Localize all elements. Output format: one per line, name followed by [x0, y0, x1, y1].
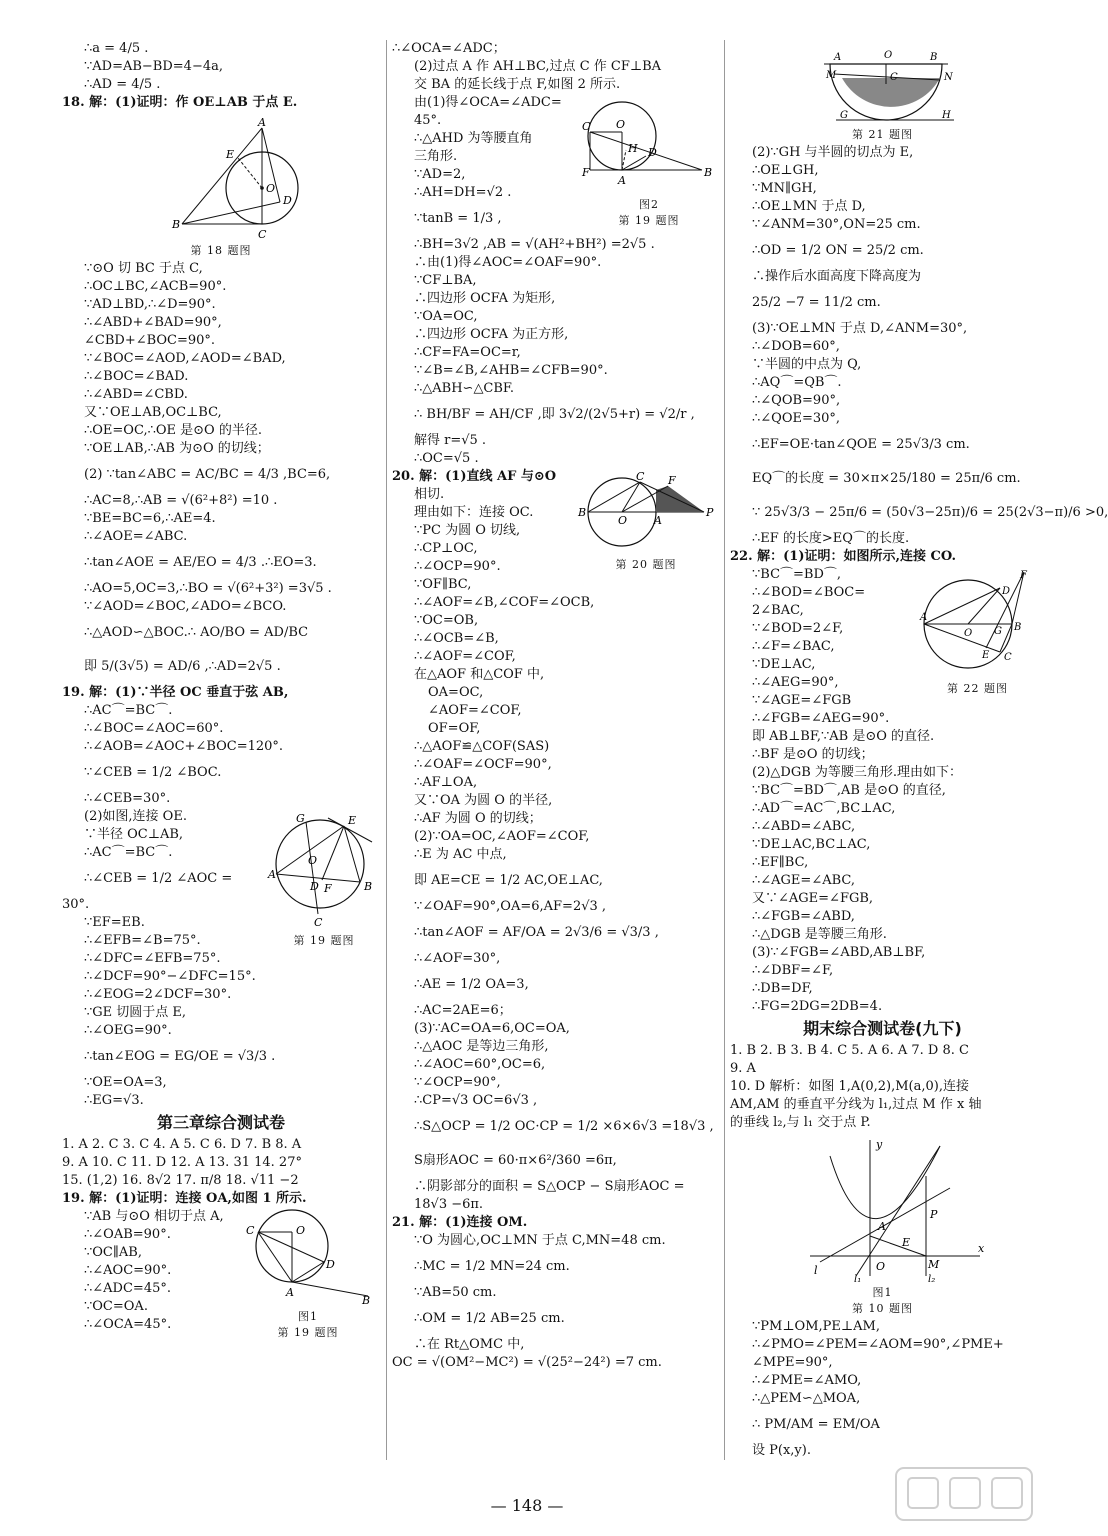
question-21 [392, 1214, 720, 1372]
text-line: S扇形AOC = 60·π×6²/360 =6π, [414, 1153, 617, 1168]
figure-19-b [242, 1204, 374, 1340]
text-line: 即 AE=CE = 1/2 AC,OE⊥AC, [414, 873, 603, 888]
text-line: ∴AC=8,∴AB = √(6²+8²) =10 . [84, 493, 278, 508]
figure-caption: 第 19 题图 [293, 934, 355, 947]
text-line: ∴CF=FA=OC=r, [414, 345, 521, 360]
text-line: 30°. [62, 897, 90, 912]
text-line: ∴∠ABD=∠CBD. [84, 387, 188, 402]
text-line: ∵∠BOD=2∠F, [752, 621, 844, 636]
column-middle [392, 40, 720, 1372]
svg-text:F: F [668, 474, 676, 487]
text-line: ∵AB=50 cm. [414, 1285, 497, 1300]
text-line: ∵∠ANM=30°,ON=25 cm. [752, 217, 921, 232]
column-left [62, 40, 380, 1339]
text-line: 相切. [414, 487, 445, 502]
figure-caption: 第 10 题图 [852, 1302, 913, 1315]
svg-text:O: O [296, 1224, 306, 1237]
text-line: 三角形. [414, 149, 458, 164]
text-line: ∵EF=EB. [84, 915, 145, 930]
svg-text:O: O [308, 854, 318, 867]
text-line: ∴∠OCA=∠ADC； [392, 41, 506, 56]
text-line: ∵CF⊥BA, [414, 273, 477, 288]
text-line: ∴∠DFC=∠EFB=75°. [84, 951, 221, 966]
top-lines [62, 40, 380, 94]
text-line: ∵BC⌒=BD⌒, [752, 567, 842, 582]
text-line: ∴∠AEG=90°, [752, 675, 839, 690]
svg-text:A: A [920, 612, 928, 623]
text-line: 22. 解：(1)证明：如图所示,连接 CO. [730, 549, 956, 564]
text-line: 的垂线 l₂,与 l₁ 交于点 P. [730, 1115, 871, 1130]
text-line: ∴∠ABD+∠BAD=90°, [84, 315, 222, 330]
text-line: EQ⌒的长度 = 30×π×25/180 = 25π/6 cm. [752, 471, 1021, 486]
text-line: ∵PM⊥OM,PE⊥AM, [752, 1319, 880, 1334]
svg-text:C: C [1004, 652, 1012, 663]
text-line: ∴∠OCA=45°. [84, 1317, 172, 1332]
text-line: AM,AM 的垂直平分线为 l₁,过点 M 作 x 轴 [730, 1097, 982, 1112]
text-line: 即 AB⊥BF,∵AB 是⊙O 的直径. [752, 729, 935, 744]
text-line: ∴∠OAF=∠OCF=90°, [414, 757, 552, 772]
text-line: ∵∠AOD=∠BOC,∠ADO=∠BCO. [84, 599, 287, 614]
svg-text:O: O [964, 628, 973, 639]
question-19-b [62, 1190, 380, 1339]
text-line: ∠CBD+∠BOC=90°. [84, 333, 216, 348]
text-line: 9. A 10. C 11. D 12. A 13. 31 14. 27° [62, 1155, 302, 1170]
figure-21 [730, 44, 1035, 142]
text-line: ∵OA=OC, [414, 309, 478, 324]
figure-caption: 第 21 题图 [852, 128, 913, 141]
text-line: 理由如下：连接 OC. [414, 505, 534, 520]
text-line: ∵DE⊥AC,BC⊥AC, [752, 837, 871, 852]
text-line: ∴∠AOC=60°,OC=6, [414, 1057, 546, 1072]
text-line: 25/2 −7 = 11/2 cm. [752, 295, 881, 310]
svg-text:x: x [978, 1242, 985, 1255]
text-line: ∴OC⊥BC,∠ACB=90°. [84, 279, 227, 294]
svg-text:l: l [814, 1264, 818, 1277]
text-line: ∴AD⌒=AC⌒,BC⊥AC, [752, 801, 896, 816]
text-line: ∴∠BOD=∠BOC= [752, 585, 866, 600]
svg-text:E: E [226, 148, 235, 161]
text-line: ∵OC=OB, [414, 613, 479, 628]
text-line: ∵∠AGE=∠FGB [752, 693, 852, 708]
text-line: ∵OE⊥AB,∴AB 为⊙O 的切线； [84, 441, 270, 456]
text-line: (2)过点 A 作 AH⊥BC,过点 C 作 CF⊥BA [414, 59, 662, 74]
text-line: ∴∠AOF=∠B,∠COF=∠OCB, [414, 595, 595, 610]
text-line: ∴FG=2DG=2DB=4. [752, 999, 883, 1014]
text-line: ∴∠AOE=∠ABC. [84, 529, 188, 544]
text-line: OF=OF, [428, 721, 481, 736]
text-line: ∴阴影部分的面积 = S△OCP − S扇形AOC = [414, 1179, 685, 1194]
svg-text:C: C [314, 916, 323, 929]
text-line: ∴△DGB 是等腰三角形. [752, 927, 887, 942]
svg-text:O: O [618, 514, 628, 527]
svg-text:D: D [310, 880, 319, 893]
text-line: ∵∠OCP=90°, [414, 1075, 501, 1090]
figure-caption: 图1 [298, 1310, 318, 1323]
figure-caption: 第 22 题图 [947, 682, 1008, 695]
figure-22 [920, 568, 1035, 696]
text-line: ∴∠PME=∠AMO, [752, 1373, 862, 1388]
final-test-answers [730, 1042, 1035, 1132]
text-line: ∴△AHD 为等腰直角 [414, 131, 533, 146]
figure-10 [730, 1136, 1035, 1316]
svg-text:D: D [283, 194, 292, 207]
text-line: 15. (1,2) 16. 8√2 17. π/8 18. √11 −2 [62, 1173, 299, 1188]
figure-18 [62, 116, 380, 258]
text-line: ∴△AOF≌△COF(SAS) [414, 739, 550, 754]
svg-text:B: B [578, 506, 587, 519]
question-19-continued [392, 40, 720, 468]
text-line: ∴∠CEB=30°. [84, 791, 171, 806]
watermark-logo-icon [894, 1466, 1034, 1522]
svg-text:C: C [258, 228, 267, 241]
text-line: 9. A [730, 1061, 756, 1076]
text-line: ∴∠OCB=∠B, [414, 631, 499, 646]
svg-text:O: O [876, 1260, 886, 1273]
text-line: ∴△PEM∽△MOA, [752, 1391, 861, 1406]
text-line: ∴a = 4/5 . [84, 41, 149, 56]
text-line: ∴AC⌒=BC⌒. [84, 703, 173, 718]
svg-text:D: D [648, 146, 657, 159]
text-line: ∴∠AOF=30°, [414, 951, 501, 966]
text-line: ∵DE⊥AC, [752, 657, 816, 672]
text-line: 1. A 2. C 3. C 4. A 5. C 6. D 7. B 8. A [62, 1137, 302, 1152]
text-line: ∴∠QOB=90°, [752, 393, 841, 408]
text-line: ∵BC⌒=BD⌒,AB 是⊙O 的直径, [752, 783, 946, 798]
svg-text:H: H [942, 110, 951, 121]
text-line: (3)∵OE⊥MN 于点 D,∠ANM=30°, [752, 321, 968, 336]
text-line: ∴∠ABD=∠ABC, [752, 819, 856, 834]
svg-text:y: y [876, 1138, 883, 1151]
text-line: ∴OD = 1/2 ON = 25/2 cm. [752, 243, 924, 258]
text-line: ∴∠AGE=∠ABC, [752, 873, 856, 888]
figure-caption: 第 20 题图 [615, 558, 677, 571]
svg-text:P: P [930, 1208, 938, 1221]
figure-20 [576, 472, 716, 572]
svg-text:A: A [878, 1220, 886, 1233]
text-line: 交 BA 的延长线于点 F,如图 2 所示. [414, 77, 621, 92]
text-line: 21. 解：(1)连接 OM. [392, 1215, 528, 1230]
question-20 [392, 468, 720, 1214]
text-line: ∴∠AOB=∠AOC+∠BOC=120°. [84, 739, 284, 754]
text-line: ∴∠OCP=90°. [414, 559, 501, 574]
figure-19 [268, 808, 380, 948]
text-line: ∴∠FGB=∠ABD, [752, 909, 855, 924]
text-line: 10. D 解析：如图 1,A(0,2),M(a,0),连接 [730, 1079, 969, 1094]
text-line: 在△AOF 和△COF 中, [414, 667, 545, 682]
text-line: ∴∠AOC=90°. [84, 1263, 172, 1278]
text-line: ∵ 25√3/3 − 25π/6 = (50√3−25π)/6 = 25(2√3−π)/6 >0, [752, 505, 1108, 520]
text-line: 1. B 2. B 3. B 4. C 5. A 6. A 7. D 8. C [730, 1043, 969, 1058]
text-line: ∴∠CEB = 1/2 ∠AOC = [84, 871, 233, 886]
text-line: ∠AOF=∠COF, [428, 703, 522, 718]
text-line: ∴AE = 1/2 OA=3, [414, 977, 529, 992]
text-line: 又∵OA 为圆 O 的半径, [414, 793, 553, 808]
text-line: ∴四边形 OCFA 为矩形, [414, 291, 556, 306]
text-line: ∴由(1)得∠AOC=∠OAF=90°. [414, 255, 602, 270]
svg-text:l₂: l₂ [928, 1274, 936, 1285]
figure-19-2 [582, 96, 716, 228]
text-line: ∵OF∥BC, [414, 577, 472, 592]
text-line: ∴操作后水面高度下降高度为 [752, 269, 922, 284]
text-line: ∴△AOC 是等边三角形, [414, 1039, 549, 1054]
text-line: 19. 解：(1)∵半径 OC 垂直于弦 AB, [62, 685, 289, 700]
text-line: ∴∠AOF=∠COF, [414, 649, 516, 664]
text-line: (3)∵AC=OA=6,OC=OA, [414, 1021, 570, 1036]
text-line: ∴S△OCP = 1/2 OC·CP = 1/2 ×6×6√3 =18√3 , [414, 1119, 714, 1134]
text-line: ∴AH=DH=√2 . [414, 185, 512, 200]
text-line: ∴∠PMO=∠PEM=∠AOM=90°,∠PME+ [752, 1337, 1004, 1352]
svg-text:A: A [268, 868, 276, 881]
svg-text:B: B [362, 1294, 371, 1307]
svg-text:F: F [582, 166, 590, 179]
text-line: ∵O 为圆心,OC⊥MN 于点 C,MN=48 cm. [414, 1233, 666, 1248]
svg-text:F: F [324, 882, 332, 895]
text-line: ∴tan∠AOF = AF/OA = 2√3/6 = √3/3 , [414, 925, 659, 940]
text-line: ∴∠BOC=∠BAD. [84, 369, 189, 384]
text-line: (2)∵OA=OC,∠AOF=∠COF, [414, 829, 590, 844]
text-line: ∴DB=DF, [752, 981, 813, 996]
svg-text:E: E [902, 1236, 911, 1249]
text-line: ∵半径 OC⊥AB, [84, 827, 184, 842]
svg-text:B: B [172, 218, 181, 231]
text-line: ∴EF=OE·tan∠QOE = 25√3/3 cm. [752, 437, 970, 452]
column-right [730, 40, 1108, 1460]
text-line: ∴CP=√3 OC=6√3 , [414, 1093, 538, 1108]
figure-caption: 图1 [872, 1286, 893, 1299]
text-line: ∴AC⌒=BC⌒. [84, 845, 173, 860]
text-line: ∵AD⊥BD,∴∠D=90°. [84, 297, 216, 312]
svg-text:A: A [618, 174, 626, 187]
text-line: ∴EG=√3. [84, 1093, 144, 1108]
svg-text:D: D [1002, 586, 1011, 597]
text-line: 由(1)得∠OCA=∠ADC= [414, 95, 562, 110]
figure-caption: 第 18 题图 [190, 244, 252, 257]
svg-text:O: O [616, 118, 626, 131]
text-line: ∴OE⊥GH, [752, 163, 819, 178]
question-18-heading: 18. 解：(1)证明：作 OE⊥AB 于点 E. [62, 95, 298, 110]
chapter-3-answers [62, 1136, 380, 1190]
text-line: 即 5/(3√5) = AD/6 ,∴AD=2√5 . [84, 659, 281, 674]
text-line: ∵AD=2, [414, 167, 466, 182]
text-line: 18√3 −6π. [414, 1197, 484, 1212]
text-line: ∴四边形 OCFA 为正方形, [414, 327, 569, 342]
svg-text:D: D [326, 1258, 335, 1271]
column-divider [386, 40, 387, 1460]
figure-caption: 第 19 题图 [277, 1326, 339, 1339]
text-line: ∴∠F=∠BAC, [752, 639, 835, 654]
text-line: ∴∠OEG=90°. [84, 1023, 172, 1038]
text-line: ∴∠DOB=60°, [752, 339, 840, 354]
text-line: ∴AC=2AE=6； [414, 1003, 512, 1018]
text-line: ∵tanB = 1/3 , [414, 211, 502, 226]
text-line: ∴OE=OC,∴OE 是⊙O 的半径. [84, 423, 262, 438]
svg-text:G: G [296, 812, 305, 825]
text-line: ∴E 为 AC 中点, [414, 847, 507, 862]
svg-text:C: C [890, 72, 898, 83]
text-line: ∵⊙O 切 BC 于点 C, [84, 261, 203, 276]
svg-text:B: B [930, 52, 938, 63]
text-line: ∵∠CEB = 1/2 ∠BOC. [84, 765, 222, 780]
text-line: ∴EF 的长度>EQ⌒的长度. [752, 531, 910, 546]
figure-caption: 图2 [639, 198, 659, 211]
svg-text:M: M [826, 70, 837, 81]
svg-text:C: C [582, 120, 591, 133]
text-line: ∵AD=AB−BD=4−4a, [84, 59, 223, 74]
text-line: (2)如图,连接 OE. [84, 809, 187, 824]
text-line: OA=OC, [428, 685, 484, 700]
text-line: 又∵∠AGE=∠FGB, [752, 891, 874, 906]
text-line: ∴OC=√5 . [414, 451, 479, 466]
chapter-3-title: 第三章综合测试卷 [156, 1113, 285, 1132]
svg-text:O: O [884, 50, 893, 61]
text-line: ∴OM = 1/2 AB=25 cm. [414, 1311, 565, 1326]
text-line: ∵GE 切圆于点 E, [84, 1005, 187, 1020]
text-line: ∴△AOD∽△BOC.∴ AO/BO = AD/BC [84, 625, 309, 640]
figure-caption: 第 19 题图 [618, 214, 680, 227]
svg-text:F: F [1020, 570, 1027, 581]
text-line: 设 P(x,y). [752, 1443, 811, 1458]
svg-text:C: C [246, 1224, 255, 1237]
svg-text:N: N [944, 72, 953, 83]
text-line: ∴∠BOC=∠AOC=60°. [84, 721, 224, 736]
svg-text:C: C [636, 470, 645, 483]
text-line: ∴BF 是⊙O 的切线； [752, 747, 874, 762]
text-line: ∴AD = 4/5 . [84, 77, 161, 92]
question-21-continued [730, 144, 1108, 548]
text-line: ∵∠B=∠B,∠AHB=∠CFB=90°. [414, 363, 608, 378]
svg-text:B: B [364, 880, 373, 893]
svg-text:G: G [994, 626, 1002, 637]
svg-text:H: H [628, 142, 638, 155]
text-line: ∠MPE=90°, [752, 1355, 833, 1370]
text-line: ∵∠OAF=90°,OA=6,AF=2√3 , [414, 899, 607, 914]
svg-text:G: G [840, 110, 848, 121]
text-line: ∵MN∥GH, [752, 181, 817, 196]
svg-text:M: M [928, 1258, 940, 1271]
text-line: 2∠BAC, [752, 603, 804, 618]
text-line: 20. 解：(1)直线 AF 与⊙O [392, 469, 557, 484]
svg-text:l₁: l₁ [854, 1274, 862, 1285]
text-line: ∴MC = 1/2 MN=24 cm. [414, 1259, 570, 1274]
text-line: 45°. [414, 113, 442, 128]
text-line: ∴CP⊥OC, [414, 541, 478, 556]
text-line: ∵OC∥AB, [84, 1245, 142, 1260]
text-line: 19. 解：(1)证明：连接 OA,如图 1 所示. [62, 1191, 307, 1206]
text-line: ∴∠EFB=∠B=75°. [84, 933, 201, 948]
text-line: ∴tan∠EOG = EG/OE = √3/3 . [84, 1049, 276, 1064]
svg-text:P: P [706, 506, 714, 519]
svg-text:B: B [1014, 622, 1022, 633]
svg-text:E: E [348, 814, 357, 827]
page-number: — 148 — [490, 1496, 564, 1515]
question-19 [62, 684, 380, 1110]
svg-text:A: A [286, 1286, 294, 1299]
text-line: OC = √(OM²−MC²) = √(25²−24²) =7 cm. [392, 1355, 662, 1370]
text-line: ∴△ABH∽△CBF. [414, 381, 515, 396]
text-line: ∴AF⊥OA, [414, 775, 478, 790]
text-line: ∵AB 与⊙O 相切于点 A, [84, 1209, 224, 1224]
text-line: ∴∠EOG=2∠DCF=30°. [84, 987, 232, 1002]
text-line: ∴∠QOE=30°, [752, 411, 841, 426]
text-line: ∵PC 为圆 O 切线, [414, 523, 521, 538]
text-line: ∵OE=OA=3, [84, 1075, 167, 1090]
svg-text:E: E [982, 650, 990, 661]
text-line: ∴tan∠AOE = AE/EO = 4/3 .∴EO=3. [84, 555, 317, 570]
question-10-continued [730, 1318, 1035, 1460]
svg-text:A: A [258, 116, 266, 129]
text-line: (2)∵GH 与半圆的切点为 E, [752, 145, 914, 160]
text-line: ∴AF 为圆 O 的切线； [414, 811, 542, 826]
text-line: (2) ∵tan∠ABC = AC/BC = 4/3 ,BC=6, [84, 467, 331, 482]
text-line: (3)∵∠FGB=∠ABD,AB⊥BF, [752, 945, 926, 960]
text-line: ∴BH=3√2 ,AB = √(AH²+BH²) =2√5 . [414, 237, 655, 252]
text-line: ∴∠OAB=90°. [84, 1227, 171, 1242]
text-line: (2)△DGB 为等腰三角形.理由如下： [752, 765, 963, 780]
question-18-body [62, 260, 380, 684]
text-line: ∵半圆的中点为 Q, [752, 357, 862, 372]
text-line: ∵OC=OA. [84, 1299, 148, 1314]
question-22 [730, 548, 1035, 1016]
svg-text:A: A [834, 52, 842, 63]
text-line: ∴OE⊥MN 于点 D, [752, 199, 866, 214]
text-line: ∵∠BOC=∠AOD,∠AOD=∠BAD, [84, 351, 286, 366]
column-divider [724, 40, 725, 1460]
text-line: ∴ PM/AM = EM/OA [752, 1417, 880, 1432]
text-line: 解得 r=√5 . [414, 433, 487, 448]
text-line: ∵BE=BC=6,∴AE=4. [84, 511, 216, 526]
text-line: ∴EF∥BC, [752, 855, 809, 870]
text-line: ∴∠FGB=∠AEG=90°. [752, 711, 890, 726]
text-line: ∴AQ⌒=QB⌒. [752, 375, 842, 390]
text-line: 又∵OE⊥AB,OC⊥BC, [84, 405, 222, 420]
text-line: ∴∠DCF=90°−∠DFC=15°. [84, 969, 256, 984]
text-line: ∴在 Rt△OMC 中, [414, 1337, 525, 1352]
text-line: ∴AO=5,OC=3,∴BO = √(6²+3²) =3√5 . [84, 581, 332, 596]
svg-text:B: B [704, 166, 713, 179]
final-test-title: 期末综合测试卷(九下) [803, 1019, 962, 1038]
text-line: ∴ BH/BF = AH/CF ,即 3√2/(2√5+r) = √2/r , [414, 407, 695, 422]
svg-text:O: O [266, 182, 276, 195]
text-line: ∴∠DBF=∠F, [752, 963, 834, 978]
svg-text:A: A [654, 514, 662, 527]
text-line: ∴∠ADC=45°. [84, 1281, 171, 1296]
